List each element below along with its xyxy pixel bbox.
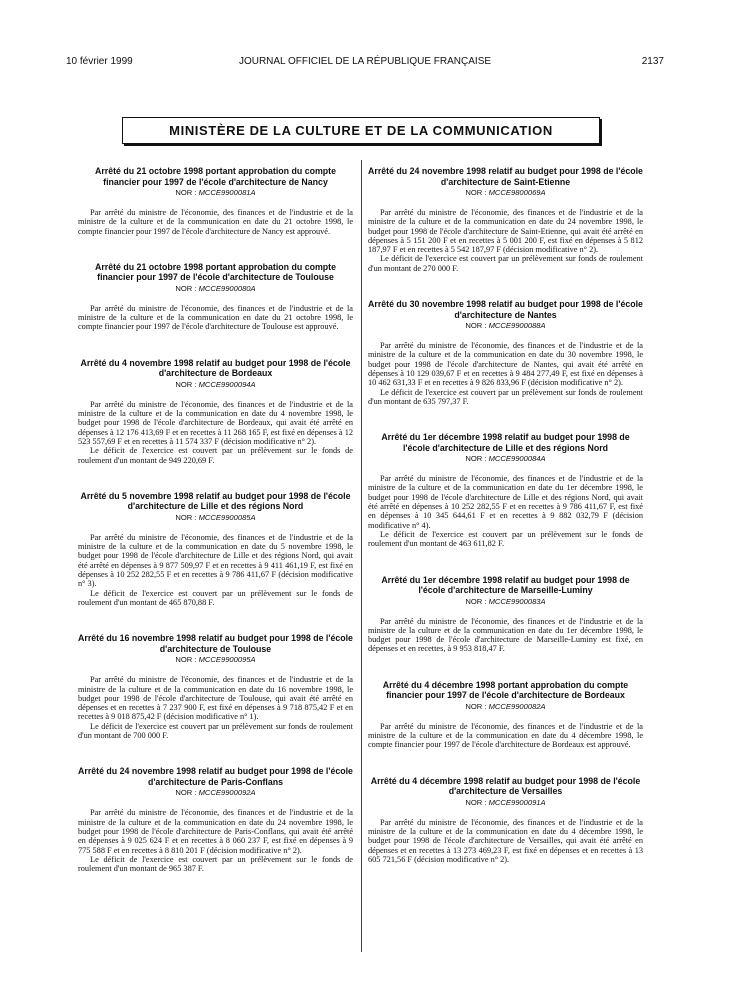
article-paragraph: Le déficit de l'exercice est couvert par un prélèvement sur fonds de roulement d'un montant de 635 797,37 F. <box>368 387 643 406</box>
article-paragraph: Par arrêté du ministre de l'économie, des finances et de l'industrie et de la ministre de la culture et de la communication en date du 24 novembre 1998, le budget pour 1998 de l'école d'architecture de Saint-Etienne, qui avait été arrêté en dépenses à 5 151 200 F et en recettes à 5 001 200 F, est fixé en dépenses à 5 812 187,97 F et en recettes à 5 542 187,97 F (décision modificative n° 2). <box>368 208 643 255</box>
article-nor <box>368 702 643 712</box>
article-paragraph: Par arrêté du ministre de l'économie, des finances et de l'industrie et de la ministre de la culture et de la communication en date du 4 novembre 1998, le budget pour 1998 de l'école d'architecture de Bordeaux, qui avait été arrêté en dépenses à 12 176 413,69 F et en recettes à 11 268 165 F, est fixé en dépenses à 12 523 557,69 F et en recettes à 11 574 337 F (décision modificative n° 2). <box>78 399 353 446</box>
article-body <box>368 617 643 654</box>
nor-label: NOR : <box>175 379 197 389</box>
article <box>368 776 643 864</box>
article-body <box>78 675 353 740</box>
nor-code: MCCE9900091A <box>488 797 546 807</box>
nor-label: NOR : <box>465 454 487 464</box>
page-header <box>66 56 664 70</box>
article-title: Arrêté du 24 novembre 1998 relatif au budget pour 1998 de l'école d'architecture de Paris-Conflans <box>78 766 353 787</box>
nor-label: NOR : <box>175 188 197 197</box>
nor-label: NOR : <box>465 321 487 331</box>
article-paragraph: Le déficit de l'exercice est couvert par un prélèvement sur le fonds de roulement d'un montant de 465 870,88 F. <box>78 588 353 607</box>
nor-label: NOR : <box>465 797 487 807</box>
header-journal-title: JOURNAL OFFICIEL DE LA RÉPUBLIQUE FRANÇAISE <box>238 56 492 67</box>
article-body <box>78 533 353 607</box>
nor-code: MCCE9900082A <box>488 701 546 711</box>
article-paragraph: Par arrêté du ministre de l'économie, des finances et de l'industrie et de la ministre de la culture et de la communication en date du 5 novembre 1998, le budget pour 1998 de l'école d'architecture de Lille et des régions Nord, qui avait été arrêté en dépenses à 9 877 509,97 F et en recettes à 9 411 461,19 F, est fixé en dépenses à 10 252 282,55 F et en recettes à 9 786 411,67 F (décision modificative n° 3). <box>78 532 353 589</box>
article <box>368 575 643 654</box>
article-nor <box>78 284 353 294</box>
article-paragraph: Par arrêté du ministre de l'économie, des finances et de l'industrie et de la ministre de la culture et de la communication en date du 21 octobre 1998, le compte financier pour 1997 de l'école d'architecture de Nancy est approuvé. <box>78 208 353 236</box>
article <box>368 166 643 273</box>
nor-code: MCCE9800069A <box>488 188 546 197</box>
article-body <box>368 474 643 548</box>
article-paragraph: Le déficit de l'exercice est couvert par un prélèvement sur le fonds de roulement d'un montant de 463 611,82 F. <box>368 529 643 549</box>
article-nor <box>368 188 643 198</box>
ministry-title: MINISTÈRE DE LA CULTURE ET DE LA COMMUNICATION <box>169 123 553 138</box>
article-paragraph: Le déficit de l'exercice est couvert par un prélèvement sur fonds de roulement d'un montant de 270 000 F. <box>368 254 643 273</box>
nor-code: MCCE9900080A <box>198 283 256 293</box>
article-nor <box>78 188 353 198</box>
article-title: Arrêté du 4 décembre 1998 relatif au budget pour 1998 de l'école d'architecture de Versailles <box>370 775 641 797</box>
nor-label: NOR : <box>175 655 197 665</box>
article-title: Arrêté du 1er décembre 1998 relatif au budget pour 1998 de l'école d'architecture de Marseille-Luminy <box>381 574 630 596</box>
article-paragraph: Par arrêté du ministre de l'économie, des finances et de l'industrie et de la ministre de la culture et de la communication en date du 21 octobre 1998, le compte financier pour 1997 de l'école d'architecture de Toulouse est approuvé. <box>78 303 353 332</box>
article-title: Arrêté du 4 décembre 1998 portant approbation du compte financier pour 1997 de l'école d'architecture de Bordeaux <box>382 679 629 701</box>
article-paragraph: Par arrêté du ministre de l'économie, des finances et de l'industrie et de la ministre de la culture et de la communication en date du 4 décembre 1998, le compte financier pour 1997 de l'école d'architecture de Bordeaux est approuvé. <box>368 721 643 750</box>
article-paragraph: Par arrêté du ministre de l'économie, des finances et de l'industrie et de la ministre de la culture et de la communication en date du 4 décembre 1998, le budget pour 1998 de l'école d'architecture de Versailles, qui avait été arrêté en dépenses et en recettes à 13 273 469,23 F, est fixé en dépenses et en recettes à 13 605 721,56 F (décision modificative n° 2). <box>368 817 643 864</box>
nor-code: MCCE9900084A <box>488 454 546 464</box>
article-title: Arrêté du 16 novembre 1998 relatif au budget pour 1998 de l'école d'architecture de Toulouse <box>78 633 353 654</box>
article-body <box>368 722 643 750</box>
article <box>78 766 353 873</box>
article-body <box>368 818 643 864</box>
nor-label: NOR : <box>175 283 197 293</box>
article-title: Arrêté du 21 octobre 1998 portant approbation du compte financier pour 1997 de l'école d'architecture de Nancy <box>95 166 336 187</box>
nor-code: MCCE9900095A <box>198 655 256 665</box>
article-nor <box>78 513 353 523</box>
nor-label: NOR : <box>465 188 487 197</box>
header-date: 10 février 1999 <box>66 56 133 67</box>
article <box>78 633 353 740</box>
article-body <box>368 341 643 406</box>
article-title: Arrêté du 5 novembre 1998 relatif au budget pour 1998 de l'école d'architecture de Lille et des régions Nord <box>80 490 351 512</box>
article-paragraph: Par arrêté du ministre de l'économie, des finances et de l'industrie et de la ministre de la culture et de la communication en date du 1er décembre 1998, le budget pour 1998 de l'école d'architecture de Lille et des régions Nord, qui avait été arrêté en dépenses à 10 252 282,55 F et en recettes à 9 786 411,67 F, est fixé en dépenses à 10 345 644,61 F et en recettes à 9 882 032,79 F (décision modificative n° 4). <box>368 474 643 530</box>
article-body <box>78 208 353 236</box>
article-title: Arrêté du 1er décembre 1998 relatif au budget pour 1998 de l'école d'architecture de Lille et des régions Nord <box>381 432 630 453</box>
article-paragraph: Le déficit de l'exercice est couvert par un prélèvement sur fonds de roulement d'un montant de 700 000 F. <box>78 721 353 741</box>
nor-label: NOR : <box>175 512 197 522</box>
article-nor <box>78 380 353 390</box>
article-title: Arrêté du 21 octobre 1998 portant approbation du compte financier pour 1997 de l'école d'architecture de Toulouse <box>95 261 336 283</box>
article-paragraph: Par arrêté du ministre de l'économie, des finances et de l'industrie et de la ministre de la culture et de la communication en date du 16 novembre 1998, le budget pour 1998 de l'école d'architecture de Toulouse, qui avait été arrêté en dépenses et en recettes à 7 237 900 F, est fixé en dépenses à 9 718 875,42 F et en recettes à 9 018 875,42 F (décision modificative n° 1). <box>78 675 353 722</box>
nor-code: MCCE9900088A <box>488 321 546 331</box>
nor-label: NOR : <box>465 701 487 711</box>
nor-code: MCCE9900081A <box>198 188 256 197</box>
nor-code: MCCE9900092A <box>198 788 256 798</box>
nor-code: MCCE9900094A <box>198 379 256 389</box>
article-paragraph: Le déficit de l'exercice est couvert par un prélèvement sur le fonds de roulement d'un montant de 949 220,69 F. <box>78 446 353 465</box>
nor-code: MCCE9900083A <box>488 596 546 606</box>
article-nor <box>368 798 643 808</box>
article <box>368 680 643 750</box>
article-paragraph: Par arrêté du ministre de l'économie, des finances et de l'industrie et de la ministre de la culture et de la communication en date du 24 novembre 1998, le budget pour 1998 de l'école d'architecture de Paris-Conflans, qui avait été arrêté en dépenses à 9 025 624 F et en recettes à 8 060 237 F, est fixé en dépenses à 9 775 588 F et en recettes à 8 810 201 F (décision modificative n° 2). <box>78 808 353 855</box>
nor-label: NOR : <box>465 596 487 606</box>
article-body <box>78 304 353 332</box>
article-paragraph: Par arrêté du ministre de l'économie, des finances et de l'industrie et de la ministre de la culture et de la communication en date du 1er décembre 1998, le budget pour 1998 de l'école d'architecture de Marseille-Luminy est fixé, en dépenses et en recettes, à 9 953 818,47 F. <box>368 616 643 654</box>
article <box>78 358 353 465</box>
article-title: Arrêté du 30 novembre 1998 relatif au budget pour 1998 de l'école d'architecture de Nantes <box>368 299 643 320</box>
article-paragraph: Par arrêté du ministre de l'économie, des finances et de l'industrie et de la ministre de la culture et de la communication en date du 30 novembre 1998, le budget pour 1998 de l'école d'architecture de Nantes, qui avait été arrêté en dépenses à 10 129 039,67 F et en recettes à 9 484 277,49 F, est fixé en dépenses à 10 462 631,33 F et en recettes à 9 826 833,96 F (décision modificative n° 2). <box>368 341 643 388</box>
article-nor <box>368 321 643 331</box>
article-nor <box>78 788 353 798</box>
column-divider <box>361 160 362 952</box>
article-nor <box>368 597 643 607</box>
right-column <box>368 166 643 890</box>
article-body <box>78 808 353 873</box>
header-page-number: 2137 <box>641 56 664 67</box>
article-nor <box>78 655 353 665</box>
article <box>78 166 353 236</box>
article-nor <box>368 454 643 464</box>
article <box>78 491 353 607</box>
article <box>368 299 643 406</box>
article-paragraph: Le déficit de l'exercice est couvert par un prélèvement sur le fonds de roulement d'un montant de 965 387 F. <box>78 854 353 874</box>
left-column <box>78 166 353 899</box>
article <box>368 432 643 548</box>
article-body <box>368 208 643 273</box>
nor-code: MCCE9900085A <box>198 512 256 522</box>
article <box>78 262 353 332</box>
ministry-title-box <box>122 117 600 144</box>
nor-label: NOR : <box>175 788 197 798</box>
article-title: Arrêté du 4 novembre 1998 relatif au budget pour 1998 de l'école d'architecture de Bordeaux <box>80 357 351 379</box>
article-body <box>78 400 353 465</box>
article-title: Arrêté du 24 novembre 1998 relatif au budget pour 1998 de l'école d'architecture de Saint-Etienne <box>368 166 643 187</box>
